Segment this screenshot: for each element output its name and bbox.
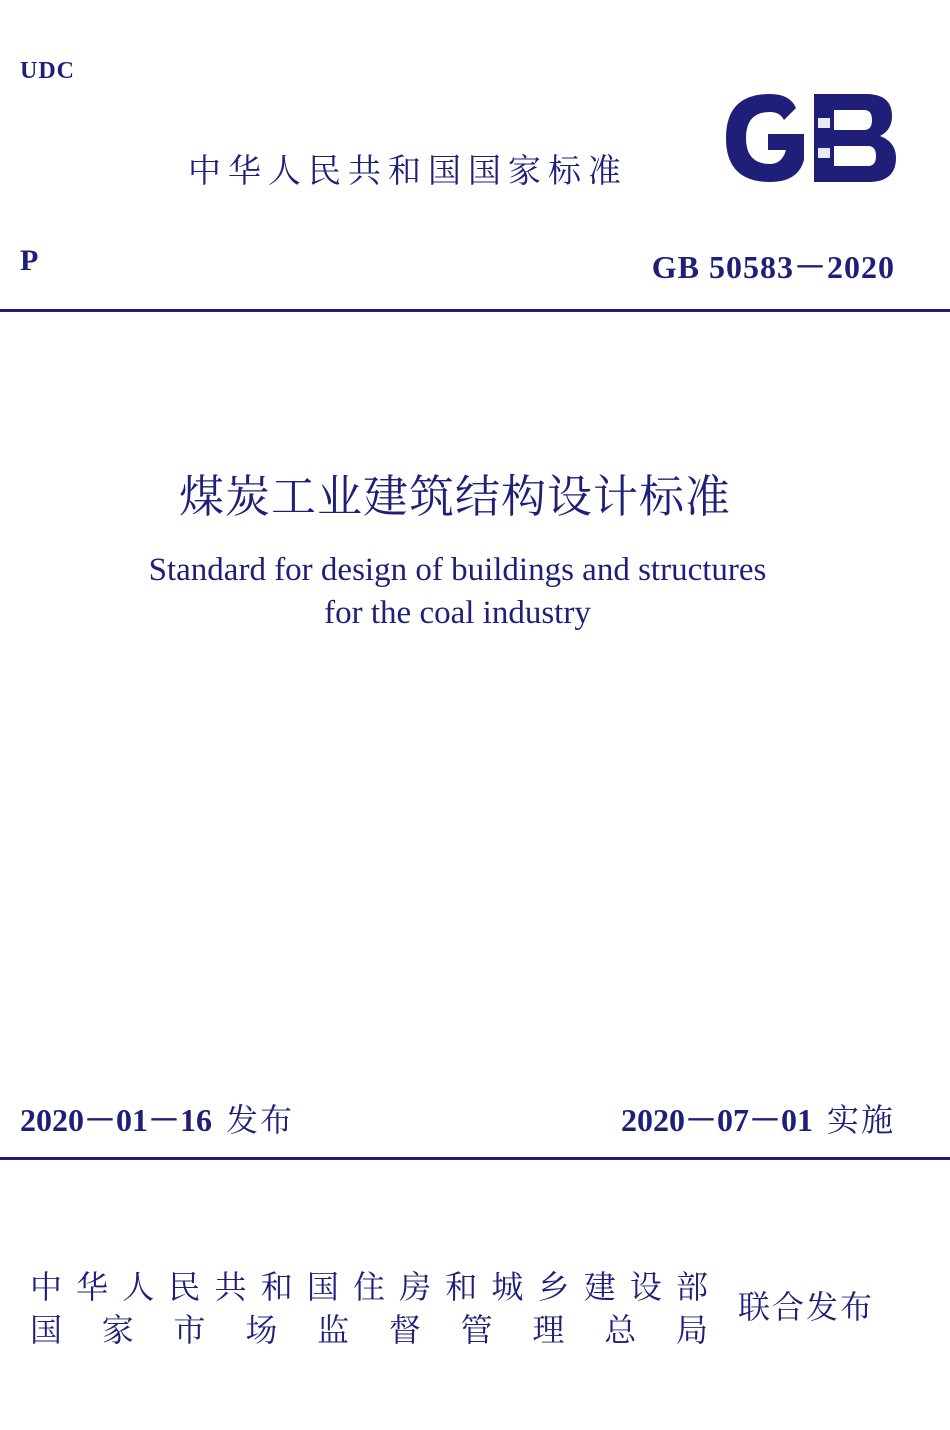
issue-label: 发布 (226, 1101, 295, 1139)
classification-code: P (20, 244, 39, 277)
udc-label: UDC (20, 58, 75, 84)
bottom-divider (0, 1157, 950, 1160)
standard-number: GB 50583－2020 (651, 249, 895, 285)
top-divider (0, 309, 950, 312)
title-english (0, 549, 915, 635)
title-chinese: 煤炭工业建筑结构设计标准 (178, 470, 731, 523)
implement-label: 实施 (826, 1101, 895, 1139)
issuer-ministry: 中华人民共和国住房和城乡建设部 (30, 1268, 708, 1306)
title-english-line-2: for the coal industry (324, 595, 591, 631)
joint-release-label: 联合发布 (738, 1288, 875, 1326)
implement-date-block (621, 1095, 895, 1141)
implement-date: 2020－07－01 (620, 1102, 813, 1138)
gb-logo (718, 88, 898, 188)
national-standard-heading: 中华人民共和国国家标准 (188, 151, 628, 190)
issue-date: 2020－01－16 (20, 1102, 213, 1138)
title-english-line-1: Standard for design of buildings and structures (148, 552, 767, 588)
issuer-administration: 国家市场监督管理总局 (30, 1311, 708, 1349)
issue-date-block (20, 1095, 294, 1141)
